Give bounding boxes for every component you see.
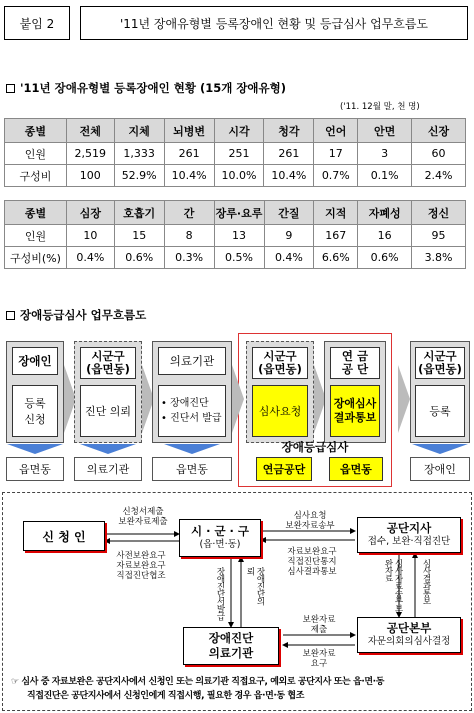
flow-register-box: 등록 xyxy=(415,385,465,437)
table-cell: 10 xyxy=(66,225,114,247)
flow-hospital-box: 의료기관 xyxy=(158,347,226,375)
box-text: (읍·면·동) xyxy=(199,539,241,550)
flow-bottom-box: 의료기관 xyxy=(74,457,142,481)
table-cell: 8 xyxy=(164,225,214,247)
table-cell: 0.4% xyxy=(66,247,114,269)
table-row xyxy=(5,225,466,247)
label-text: 요구 xyxy=(310,659,328,669)
sigungu-box xyxy=(179,519,261,557)
arrow-label xyxy=(269,511,351,531)
table-cell: 10.4% xyxy=(164,165,214,187)
table-cell: 6.6% xyxy=(314,247,358,269)
flow-bottom-box: 읍면동 xyxy=(6,457,64,481)
stats-table-2 xyxy=(4,200,466,269)
flow-text: 시군구 xyxy=(263,349,297,363)
down-arrow-icon xyxy=(7,444,63,454)
arrow-label xyxy=(271,547,353,577)
flow-diagnosis-box xyxy=(158,385,226,437)
flow-diag-request-box: 진단 의뢰 xyxy=(80,385,136,437)
table-header-cell: 신장 xyxy=(412,119,466,143)
table-header-cell: 지체 xyxy=(114,119,164,143)
label-text: 보완자료 xyxy=(302,649,336,659)
down-arrow-icon xyxy=(412,444,468,454)
flow-pension-box xyxy=(330,347,380,379)
arrow-label: 심사결과통보 xyxy=(421,559,431,604)
arrow-label xyxy=(289,615,349,635)
table-header-cell: 종별 xyxy=(5,201,67,225)
arrow-label: 장애진단서발급 xyxy=(215,567,225,620)
box-text: 자문의회의심사결정 xyxy=(367,636,451,647)
table-header-row xyxy=(5,119,466,143)
label-text: 신청서제출 xyxy=(122,507,164,517)
table-cell: 0.4% xyxy=(264,247,314,269)
checkbox-square-icon xyxy=(6,311,15,320)
table-row xyxy=(5,143,466,165)
flow-bottom-box: 읍면동 xyxy=(152,457,232,481)
label-text: 자료보완요구 xyxy=(116,561,166,571)
flow-text: 연 금 xyxy=(341,349,369,363)
table-header-cell: 청각 xyxy=(264,119,314,143)
table-cell: 9 xyxy=(264,225,314,247)
label-text: 자료보완요구 xyxy=(287,547,337,557)
table-header-cell: 안면 xyxy=(358,119,412,143)
down-arrow-icon xyxy=(80,444,136,454)
table-cell: 13 xyxy=(214,225,264,247)
flow-applicant-box: 장애인 xyxy=(12,347,58,375)
flow-register-box xyxy=(12,385,58,437)
page-title: '11년 장애유형별 등록장애인 현황 및 등급심사 업무흐름도 xyxy=(80,6,468,40)
down-arrow-icon xyxy=(164,444,220,454)
label-text: 보완자료 xyxy=(302,615,336,625)
box-text: 공단지사 xyxy=(386,521,432,535)
box-text: 접수, 보완·직접진단 xyxy=(367,536,451,547)
table-cell: 인원 xyxy=(5,143,67,165)
table-header-cell: 간 xyxy=(164,201,214,225)
table-row xyxy=(5,165,466,187)
flow-review-request-box: 심사요청 xyxy=(252,385,308,437)
arrow-label xyxy=(107,507,179,527)
table-cell: 261 xyxy=(164,143,214,165)
table-cell: 16 xyxy=(358,225,412,247)
box-text: 시 · 군 · 구 xyxy=(190,524,250,538)
flow-text: • 장애진단 xyxy=(161,398,209,409)
arrow-label: 장애진단의뢰 xyxy=(245,567,265,605)
table-row xyxy=(5,247,466,269)
right-arrow-icon xyxy=(398,365,410,433)
label-text: 심사요청 xyxy=(293,511,327,521)
box-text: 공단본부 xyxy=(386,621,432,635)
hospital-box xyxy=(183,627,279,665)
section-title-stats xyxy=(6,80,286,96)
flow-text: 장애심사 xyxy=(333,397,377,410)
flow-text: 결과통보 xyxy=(333,411,377,424)
footnote-line: ☞ 심사 중 자료보완은 공단지사에서 신청인 또는 의료기관 직접요구, 예외로 공단지사 또는 읍·면·동 xyxy=(11,677,384,687)
branch-office-box xyxy=(357,517,461,553)
table-cell: 2.4% xyxy=(412,165,466,187)
checkbox-square-icon xyxy=(6,84,15,93)
table-header-cell: 정신 xyxy=(412,201,466,225)
label-text: 직접진단통지 xyxy=(287,557,337,567)
flow-sigungu-box xyxy=(415,347,465,379)
table-header-cell: 심장 xyxy=(66,201,114,225)
applicant-box: 신 청 인 xyxy=(23,521,105,551)
label-text: 직접진단협조 xyxy=(116,571,166,581)
table-header-cell: 지적 xyxy=(314,201,358,225)
box-text: 장애진단 xyxy=(208,631,254,645)
table-cell: 0.6% xyxy=(358,247,412,269)
table-cell: 15 xyxy=(114,225,164,247)
table-cell: 251 xyxy=(214,143,264,165)
section-title-text: '11년 장애유형별 등록장애인 현황 (15개 장애유형) xyxy=(20,81,287,95)
table-cell: 52.9% xyxy=(114,165,164,187)
table-cell: 인원 xyxy=(5,225,67,247)
stats-table-1 xyxy=(4,118,466,187)
table-cell: 0.6% xyxy=(114,247,164,269)
flow-bottom-box: 장애인 xyxy=(410,457,470,481)
table-cell: 1,333 xyxy=(114,143,164,165)
table-cell: 17 xyxy=(314,143,358,165)
flow-text: • 진단서 발급 xyxy=(161,413,222,424)
flow-text: 시군구 xyxy=(91,349,125,363)
flow-text: (읍면동) xyxy=(86,362,130,376)
table-header-cell: 시각 xyxy=(214,119,264,143)
label-text: 심사결과통보 xyxy=(287,567,337,577)
table-header-cell: 종별 xyxy=(5,119,67,143)
flow-text: 신청 xyxy=(24,413,46,426)
arrow-label xyxy=(289,649,349,669)
table-header-cell: 간질 xyxy=(264,201,314,225)
box-text: 의료기관 xyxy=(208,646,254,660)
flow-chart xyxy=(2,333,472,489)
table-header-cell: 언어 xyxy=(314,119,358,143)
flow-text: 공 단 xyxy=(341,362,369,376)
table-cell: 100 xyxy=(66,165,114,187)
table-cell: 구성비(%) xyxy=(5,247,67,269)
table-header-cell: 전체 xyxy=(66,119,114,143)
label-text: 보완자료송부 xyxy=(285,521,335,531)
table-header-cell: 뇌병변 xyxy=(164,119,214,143)
flow-sigungu-box xyxy=(80,347,136,379)
label-text: 제출 xyxy=(310,625,328,635)
table-cell: 0.7% xyxy=(314,165,358,187)
table-header-cell: 자폐성 xyxy=(358,201,412,225)
table-cell: 261 xyxy=(264,143,314,165)
table-cell: 3.8% xyxy=(412,247,466,269)
flow-bottom-pension-box: 연금공단 xyxy=(256,457,312,481)
table-cell: 0.1% xyxy=(358,165,412,187)
label-text: 사전보완요구 xyxy=(116,551,166,561)
attachment-label: 붙임 2 xyxy=(4,6,70,40)
table-header-cell: 호흡기 xyxy=(114,201,164,225)
process-diagram xyxy=(2,492,472,711)
flow-text: 등록 xyxy=(24,397,46,410)
table-cell: 95 xyxy=(412,225,466,247)
table-cell: 10.0% xyxy=(214,165,264,187)
table-cell: 60 xyxy=(412,143,466,165)
table-cell: 0.3% xyxy=(164,247,214,269)
flow-text: 시군구 xyxy=(423,349,457,363)
arrow-label: 심사자료송부보완자료 xyxy=(383,559,403,612)
flow-text: (읍면동) xyxy=(258,362,302,376)
flow-result-notice-box xyxy=(330,385,380,437)
table-cell: 2,519 xyxy=(66,143,114,165)
arrow-label xyxy=(101,551,181,581)
table-header-cell: 장루·요루 xyxy=(214,201,264,225)
flow-sigungu-box xyxy=(252,347,308,379)
flow-text: (읍면동) xyxy=(418,362,462,376)
section-title-text: 장애등급심사 업무흐름도 xyxy=(20,308,147,322)
table-cell: 167 xyxy=(314,225,358,247)
table-cell: 10.4% xyxy=(264,165,314,187)
section-title-flow xyxy=(6,307,146,323)
footnote-line: 직접진단은 공단지사에서 신청인에게 직접시행, 필요한 경우 읍·면·동 협조 xyxy=(27,691,305,701)
unit-note: ('11. 12월 말, 천 명) xyxy=(340,102,420,112)
table-header-row xyxy=(5,201,466,225)
review-group-label: 장애등급심사 xyxy=(281,440,349,454)
flow-bottom-town-box: 읍면동 xyxy=(329,457,383,481)
label-text: 보완자료제출 xyxy=(118,517,168,527)
table-cell: 구성비 xyxy=(5,165,67,187)
right-arrow-icon xyxy=(232,365,244,433)
table-cell: 0.5% xyxy=(214,247,264,269)
hq-box xyxy=(357,617,461,653)
footnote xyxy=(11,675,467,703)
table-cell: 3 xyxy=(358,143,412,165)
